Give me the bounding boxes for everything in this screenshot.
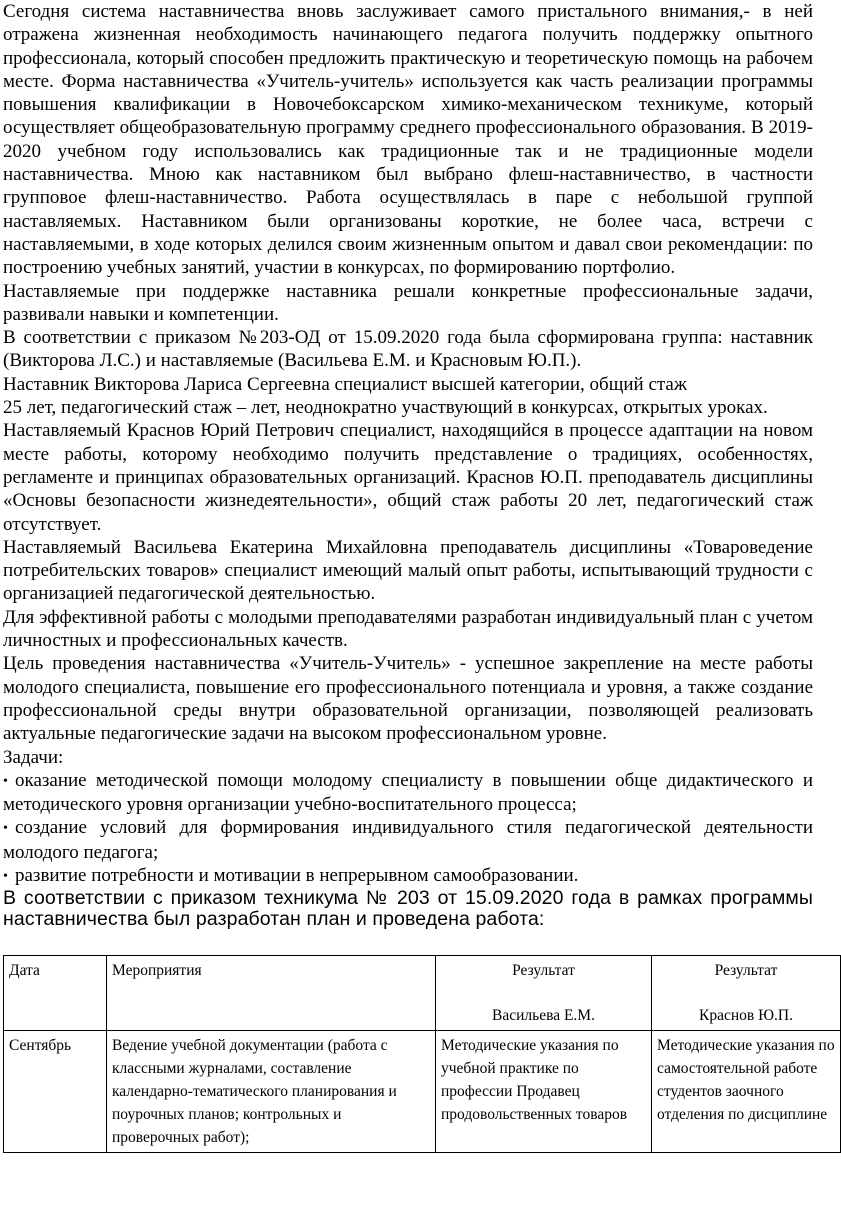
mentor-experience-paragraph: 25 лет, педагогический стаж – лет, неоднократно участвующий в конкурсах, открытых уроках. — [3, 397, 768, 419]
task-bullet-item — [3, 864, 813, 888]
header-result-title: Результат — [512, 962, 575, 979]
mentee-krasnov-paragraph: Наставляемый Краснов Юрий Петрович специалист, находящийся в процессе адаптации на новом месте работы, которому необходимо получить представление о традициях, особенностях, регламенте и принципах образовательных организаций. Краснов Ю.П. преподаватель дисциплины «Основы безопасности жизнедеятельности», общий стаж работы 20 лет, педагогический стаж отсутствует. — [3, 420, 813, 535]
cell-date: Сентябрь — [4, 1031, 107, 1153]
cell-result-vasilyeva: Методические указания по учебной практике по профессии Продавец продовольственных товаров — [436, 1031, 652, 1153]
header-activities: Мероприятия — [107, 956, 436, 1031]
header-result-krasnov — [652, 956, 841, 1031]
header-result-title: Результат — [714, 962, 778, 979]
header-result-name: Васильева Е.М. — [492, 1007, 595, 1024]
plan-table — [3, 955, 841, 1153]
cell-activities: Ведение учебной документации (работа с классными журналами, составление календарно-тематического планирования и поурочных планов; контрольных и проверочных работ); — [107, 1031, 436, 1153]
tasks-label: Задачи: — [3, 746, 64, 768]
plan-heading: В соответствии с приказом техникума № 203 от 15.09.2020 года в рамках программы наставничества был разработан план и проведена работа: — [3, 887, 813, 931]
task-bullet-item — [3, 816, 813, 864]
bullet-icon: • — [3, 773, 8, 789]
header-result-name: Краснов Ю.П. — [699, 1007, 793, 1024]
task-text: создание условий для формирования индивидуального стиля педагогической деятельности молодого педагога; — [3, 817, 813, 863]
bullet-icon: • — [3, 868, 8, 884]
task-bullet-item — [3, 769, 813, 817]
goal-paragraph: Цель проведения наставничества «Учитель-Учитель» - успешное закрепление на месте работы молодого специалиста, повышение его профессионального потенциала и уровня, а также создание профессиональной среды внутри образовательной организации, позволяющей реализовать актуальные педагогические задачи на высоком профессиональном уровне. — [3, 653, 813, 745]
order-paragraph: В соответствии с приказом №203-ОД от 15.09.2020 года была сформирована группа: наставник (Викторова Л.С.) и наставляемые (Васильева Е.М. и Красновым Ю.П.). — [3, 327, 813, 372]
bullet-icon: • — [3, 821, 8, 837]
task-text: развитие потребности и мотивации в непрерывном самообразовании. — [15, 864, 579, 886]
task-text: оказание методической помощи молодому специалисту в повышении обще дидактического и методического уровня организации учебно-воспитательного процесса; — [3, 769, 813, 816]
table-header-row — [4, 956, 841, 1031]
document-body — [3, 0, 813, 930]
header-date: Дата — [4, 956, 107, 1031]
plan-paragraph: Для эффективной работы с молодыми преподавателями разработан индивидуальный план с учетом личностных и профессиональных качеств. — [3, 606, 813, 652]
intro-paragraph: Сегодня система наставничества вновь заслуживает самого пристального внимания,- в ней отражена жизненная необходимость начинающего педагога получить поддержку опытного профессионала, который способен предложить практическую и теоретическую помощь на рабочем месте. Форма наставничества «Учитель-учитель» используется как часть реализации программы повышения квалификации в Новочебоксарском химико-механическом техникуме, который осуществляет общеобразовательную программу среднего профессионального образования. В 2019-2020 учебном году использовались как традиционные так и не традиционные модели наставничества. Мною как наставником был выбрано флеш-наставничество, в частности групповое флеш-наставничество. Работа осуществлялась в паре с небольшой группой наставляемых. Наставником были организованы короткие, не более часа, встречи с наставляемыми, в ходе которых делился своим жизненным опытом и давал свои рекомендации: по построению учебных занятий, участии в конкурсах, по формированию портфолио. — [3, 1, 813, 279]
cell-result-krasnov: Методические указания по самостоятельной работе студентов заочного отделения по дисциплине — [652, 1031, 841, 1153]
mentor-paragraph: Наставник Викторова Лариса Сергеевна специалист высшей категории, общий стаж — [3, 373, 687, 395]
mentees-paragraph: Наставляемые при поддержке наставника решали конкретные профессиональные задачи, развивали навыки и компетенции. — [3, 280, 813, 325]
table-row — [4, 1031, 841, 1153]
mentee-vasilyeva-paragraph: Наставляемый Васильева Екатерина Михайловна преподаватель дисциплины «Товароведение потребительских товаров» специалист имеющий малый опыт работы, испытывающий трудности с организацией педагогической деятельностью. — [3, 536, 813, 605]
header-result-vasilyeva — [436, 956, 652, 1031]
